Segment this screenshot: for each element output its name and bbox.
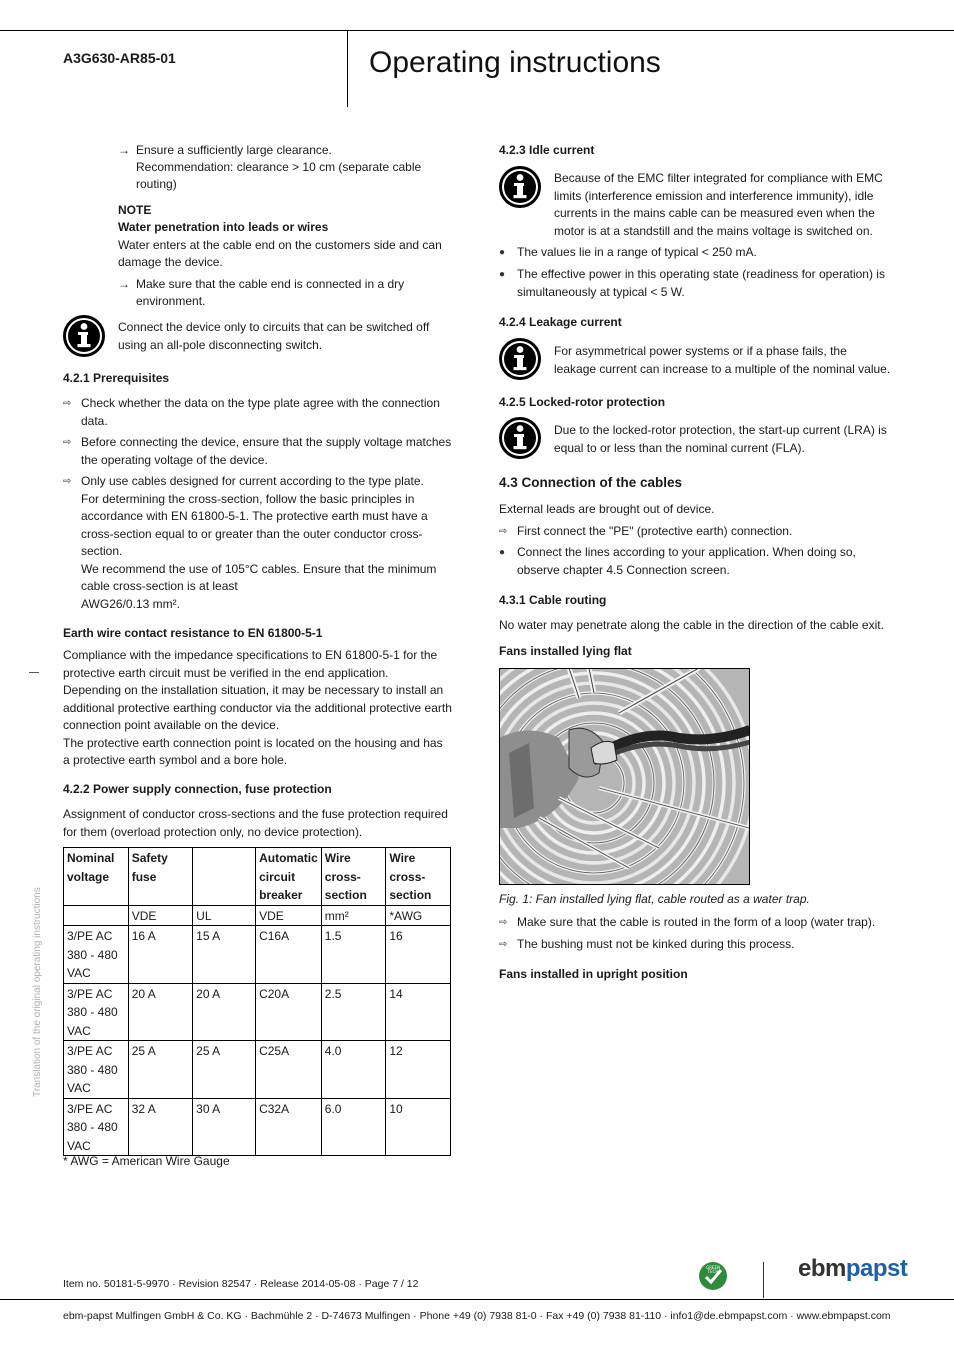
info-icon <box>499 417 541 459</box>
idle-current-heading: 4.2.3 Idle current <box>499 143 595 157</box>
hollow-arrow-icon: ⇨ <box>63 476 72 487</box>
earth-wire-text: Compliance with the impedance specifications to EN 61800-5-1 for the protective earth circuit must be verified in the end application. Depending on the installation situation, it may be necessary to install an additional protective earthing conductor via the additional protective earth connection point available on the device. The protective earth connection point is located on the housing and has a protective earth symbol and a bore hole. <box>63 648 452 767</box>
table-row: 3/PE AC 380 - 480 VAC 25 A 25 A C25A 4.0 12 <box>64 1041 451 1099</box>
green-tech-badge-icon <box>698 1261 728 1291</box>
note-action-2: environment. <box>136 294 206 308</box>
connection-intro: External leads are brought out of device. <box>499 502 715 516</box>
margin-mark <box>29 672 39 673</box>
bullet-dot-icon: ● <box>499 269 506 280</box>
clearance-recommendation-2: routing) <box>136 177 177 191</box>
info-icon <box>63 315 105 357</box>
table-row: 3/PE AC 380 - 480 VAC 20 A 20 A C20A 2.5 14 <box>64 983 451 1041</box>
ebmpapst-logo: ebmpapst <box>798 1255 908 1282</box>
lying-flat-heading: Fans installed lying flat <box>499 644 632 658</box>
header-empty <box>193 848 256 906</box>
header-divider <box>347 30 348 107</box>
bullet-dot-icon: ● <box>499 247 506 258</box>
note-body-2: damage the device. <box>118 255 223 269</box>
hollow-arrow-icon: ⇨ <box>499 939 508 950</box>
header-nominal-voltage: Nominal voltage <box>64 848 129 906</box>
header-circuit-breaker: Automatic circuit breaker <box>256 848 322 906</box>
table-header-row <box>64 848 451 906</box>
arrow-right-icon: → <box>118 143 130 157</box>
earth-wire-heading: Earth wire contact resistance to EN 61800-5-1 <box>63 626 323 640</box>
header-wire-section-mm: Wire cross- section <box>321 848 386 906</box>
info-icon <box>499 338 541 380</box>
power-supply-heading: 4.2.2 Power supply connection, fuse protection <box>63 782 332 796</box>
sidebar-translation-note: Translation of the original operating instructions <box>32 887 43 1097</box>
figure-caption: Fig. 1: Fan installed lying flat, cable routed as a water trap. <box>499 892 810 906</box>
leakage-current-heading: 4.2.4 Leakage current <box>499 315 622 329</box>
hollow-arrow-icon: ⇨ <box>63 398 72 409</box>
awg-footnote: * AWG = American Wire Gauge <box>63 1154 230 1168</box>
header-wire-section-awg: Wire cross- section <box>386 848 451 906</box>
info-switch-2: using an all-pole disconnecting switch. <box>118 338 323 352</box>
idle-current-info: Because of the EMC filter integrated for compliance with EMC limits (interference emission and interference immunity), idle currents in the mains cable can be measured even when the motor is at a standstill and the mains voltage is switched on. <box>554 171 883 238</box>
svg-text:GREEN: GREEN <box>706 1265 720 1270</box>
note-label: NOTE <box>118 203 152 217</box>
locked-rotor-info: Due to the locked-rotor protection, the start-up current (LRA) is equal to or less than the nominal current (FLA). <box>554 423 887 455</box>
cable-routing-text: No water may penetrate along the cable in the direction of the cable exit. <box>499 618 884 632</box>
bullet-dot-icon: ● <box>499 547 506 558</box>
page-title: Operating instructions <box>369 46 661 79</box>
svg-text:TECH: TECH <box>707 1269 719 1274</box>
connection-heading: 4.3 Connection of the cables <box>499 475 683 490</box>
upright-heading: Fans installed in upright position <box>499 967 688 981</box>
fan-lying-flat-photo <box>499 668 750 885</box>
cable-routing-heading: 4.3.1 Cable routing <box>499 593 607 607</box>
hollow-arrow-icon: ⇨ <box>499 526 508 537</box>
hollow-arrow-icon: ⇨ <box>499 917 508 928</box>
clearance-recommendation-1: Recommendation: clearance > 10 cm (separate cable <box>136 160 422 174</box>
note-body-1: Water enters at the cable end on the customers side and can <box>118 238 442 252</box>
footer-address: ebm-papst Mulfingen GmbH & Co. KG · Bachmühle 2 · D-74673 Mulfingen · Phone +49 (0) 7938 81-0 · Fax +49 (0) 7938 81-110 · info1@de.ebmpapst.com · www.ebmpapst.com <box>63 1310 891 1322</box>
fuse-table <box>63 847 451 1156</box>
table-row: 3/PE AC 380 - 480 VAC 16 A 15 A C16A 1.5 16 <box>64 926 451 984</box>
locked-rotor-heading: 4.2.5 Locked-rotor protection <box>499 395 666 409</box>
info-switch-1: Connect the device only to circuits that can be switched off <box>118 320 430 334</box>
hollow-arrow-icon: ⇨ <box>63 437 72 448</box>
model-number: A3G630-AR85-01 <box>63 50 176 66</box>
header-safety-fuse: Safety fuse <box>128 848 192 906</box>
footer-rule <box>0 1299 954 1300</box>
arrow-right-icon: → <box>118 277 130 291</box>
table-units-row: VDE UL VDE mm² *AWG <box>64 905 451 926</box>
footer-logo-divider <box>763 1262 764 1298</box>
header-top-rule <box>0 30 954 31</box>
table-row: 3/PE AC 380 - 480 VAC 32 A 30 A C32A 6.0 10 <box>64 1098 451 1156</box>
note-heading: Water penetration into leads or wires <box>118 220 329 234</box>
footer-item-line: Item no. 50181-5-9970 · Revision 82547 · Release 2014-05-08 · Page 7 / 12 <box>63 1278 419 1290</box>
power-supply-text: Assignment of conductor cross-sections and the fuse protection required for them (overload protection only, no device protection). <box>63 807 448 839</box>
info-icon <box>499 166 541 208</box>
leakage-current-info: For asymmetrical power systems or if a phase fails, the leakage current can increase to a multiple of the nominal value. <box>554 344 891 376</box>
prerequisites-heading: 4.2.1 Prerequisites <box>63 371 170 385</box>
